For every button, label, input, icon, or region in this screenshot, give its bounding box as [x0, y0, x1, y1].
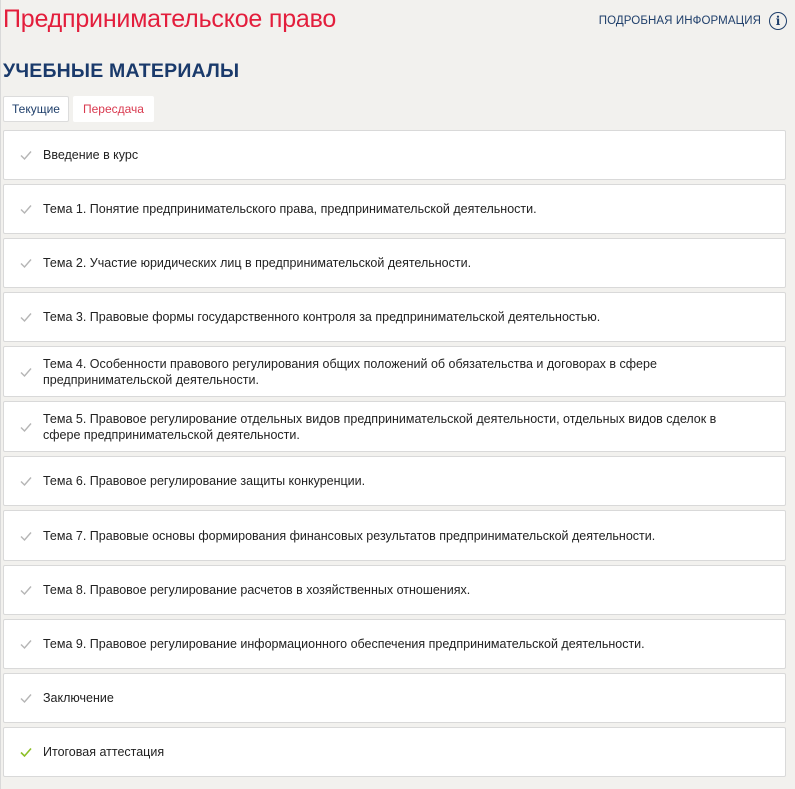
info-circle-icon[interactable]: i: [769, 12, 787, 30]
material-label: Введение в курс: [43, 148, 139, 162]
material-item-intro[interactable]: [3, 130, 786, 180]
material-label: Тема 9. Правовое регулирование информационного обеспечения предпринимательской деятельности.: [43, 637, 645, 651]
material-label: Заключение: [43, 691, 114, 705]
check-icon: [19, 420, 33, 434]
details-link-label: ПОДРОБНАЯ ИНФОРМАЦИЯ: [598, 15, 761, 27]
material-item-final-exam[interactable]: [3, 727, 786, 777]
material-item-topic-5[interactable]: [3, 401, 786, 452]
material-item-topic-1[interactable]: [3, 184, 786, 234]
material-item-topic-9[interactable]: [3, 619, 786, 669]
material-item-topic-7[interactable]: [3, 510, 786, 561]
page-border: [0, 0, 1, 789]
tab-retake[interactable]: Пересдача: [73, 96, 154, 122]
material-label: Тема 8. Правовое регулирование расчетов в хозяйственных отношениях.: [43, 583, 471, 597]
material-label: Тема 3. Правовые формы государственного контроля за предпринимательской деятельностью.: [43, 310, 601, 324]
materials-list: [3, 130, 786, 777]
section-title: УЧЕБНЫЕ МАТЕРИАЛЫ: [3, 60, 240, 82]
check-icon: [19, 256, 33, 270]
course-title: Предпринимательское право: [3, 5, 337, 33]
material-item-topic-8[interactable]: [3, 565, 786, 615]
material-item-topic-2[interactable]: [3, 238, 786, 288]
material-item-topic-3[interactable]: [3, 292, 786, 342]
material-item-topic-6[interactable]: [3, 456, 786, 506]
material-label: Тема 6. Правовое регулирование защиты конкуренции.: [43, 474, 366, 488]
material-label: Тема 1. Понятие предпринимательского права, предпринимательской деятельности.: [43, 202, 537, 216]
check-icon: [19, 202, 33, 216]
check-icon: [19, 583, 33, 597]
page-header: [3, 4, 787, 38]
tab-current[interactable]: Текущие: [3, 96, 69, 122]
check-icon: [19, 148, 33, 162]
material-label: Тема 7. Правовые основы формирования финансовых результатов предпринимательской деятельности.: [43, 528, 656, 543]
check-icon: [19, 745, 33, 759]
details-link[interactable]: [599, 12, 787, 30]
material-label: Тема 4. Особенности правового регулирования общих положений об обязательства и договорах в сфере предпринимательской деятельности.: [43, 356, 657, 387]
check-icon: [19, 529, 33, 543]
materials-tabs: [3, 96, 154, 122]
check-icon: [19, 474, 33, 488]
check-icon: [19, 691, 33, 705]
material-item-conclusion[interactable]: [3, 673, 786, 723]
material-item-topic-4[interactable]: [3, 346, 786, 397]
material-label: Тема 5. Правовое регулирование отдельных видов предпринимательской деятельности, отдельных видов сделок в сфере предпринимательской деятельности.: [43, 411, 717, 442]
check-icon: [19, 310, 33, 324]
check-icon: [19, 365, 33, 379]
material-label: Тема 2. Участие юридических лиц в предпринимательской деятельности.: [43, 256, 472, 270]
check-icon: [19, 637, 33, 651]
material-label: Итоговая аттестация: [43, 745, 165, 759]
